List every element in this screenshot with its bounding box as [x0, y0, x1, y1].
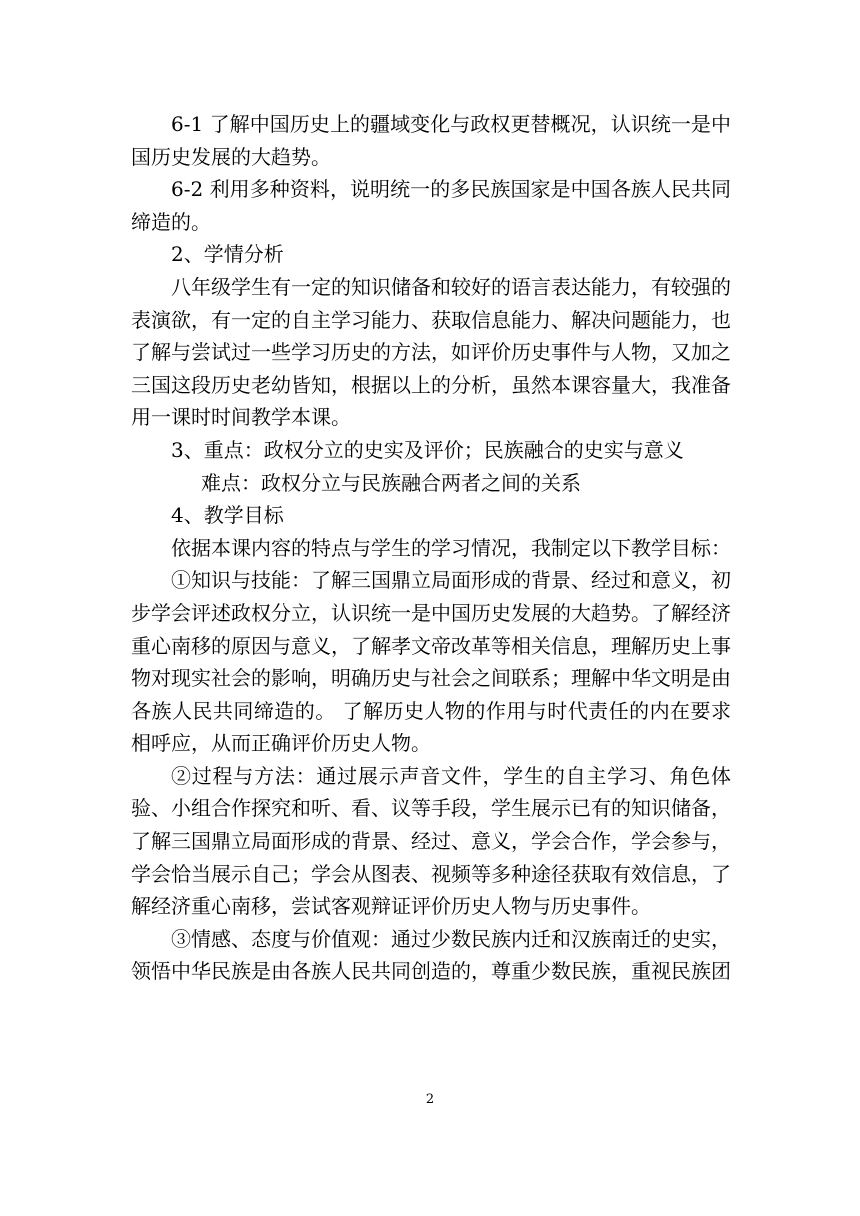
- key-points: 3、重点：政权分立的史实及评价；民族融合的史实与意义: [171, 437, 684, 462]
- section-heading-learner-analysis: 2、学情分析: [171, 242, 284, 267]
- page-number: 2: [425, 1092, 435, 1107]
- goal-emotions-values: ③情感、态度与价值观：通过少数民族内迁和汉族南迁的史实，领悟中华民族是由各族人民共同创造的，尊重少数民族，重视民族团: [131, 926, 731, 984]
- learner-analysis-paragraph: 八年级学生有一定的知识储备和较好的语言表达能力，有较强的表演欲，有一定的自主学习能力、获取信息能力、解决问题能力，也了解与尝试过一些学习历史的方法，如评价历史事件与人物，又加之三国这段历史老幼皆知，根据以上的分析，虽然本课容量大，我准备用一课时时间教学本课。: [131, 274, 731, 430]
- document-page: [131, 108, 731, 988]
- section-heading-teaching-goals: 4、教学目标: [171, 503, 284, 528]
- standard-6-1: 6-1 了解中国历史上的疆域变化与政权更替概况，认识统一是中国历史发展的大趋势。: [131, 112, 731, 169]
- goal-knowledge-skills: ①知识与技能：了解三国鼎立局面形成的背景、经过和意义，初步学会评述政权分立，认识统一是中国历史发展的大趋势。了解经济重心南移的原因与意义，了解孝文帝改革等相关信息，理解历史上事物对现实社会的影响，明确历史与社会之间联系；理解中华文明是由各族人民共同缔造的。 了解历史人物的作用与时代责任的内在要求相呼应，从而正确评价历史人物。: [131, 568, 731, 756]
- goal-process-methods: ②过程与方法：通过展示声音文件，学生的自主学习、角色体验、小组合作探究和听、看、议等手段，学生展示已有的知识储备，了解三国鼎立局面形成的背景、经过、意义，学会合作，学会参与，学会恰当展示自己；学会从图表、视频等多种途径获取有效信息，了解经济重心南移，尝试客观辩证评价历史人物与历史事件。: [131, 763, 731, 919]
- difficult-points: 难点：政权分立与民族融合两者之间的关系: [201, 470, 581, 495]
- teaching-goals-intro: 依据本课内容的特点与学生的学习情况，我制定以下教学目标：: [171, 535, 731, 560]
- standard-6-2: 6-2 利用多种资料，说明统一的多民族国家是中国各族人民共同缔造的。: [131, 177, 731, 234]
